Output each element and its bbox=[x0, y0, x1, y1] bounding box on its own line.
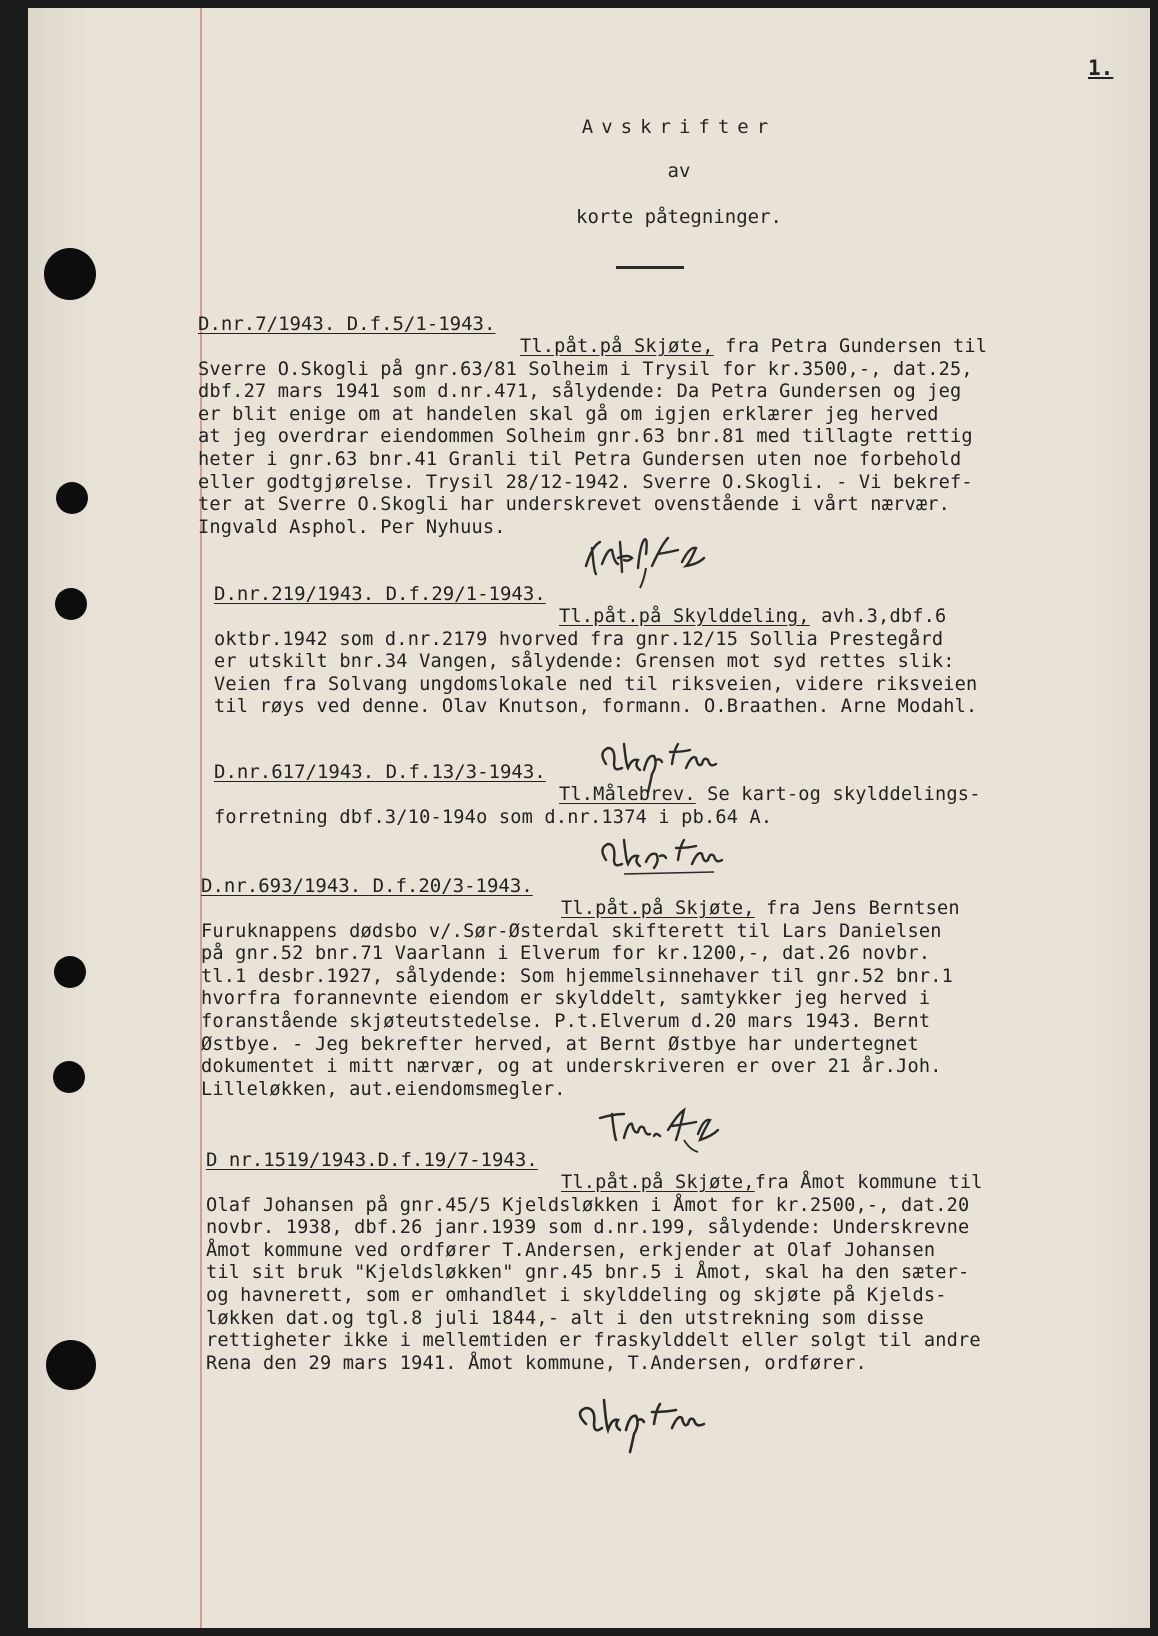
entry-line: Åmot kommune ved ordfører T.Andersen, erkjender at Olaf Johansen bbox=[206, 1239, 936, 1261]
entry-line: Rena den 29 mars 1941. Åmot kommune, T.Andersen, ordfører. bbox=[206, 1352, 867, 1374]
page-subtitle-2: korte påtegninger. bbox=[576, 206, 782, 228]
entry-line: til sit bruk "Kjeldsløkken" gnr.45 bnr.5 i Åmot, skal ha den sæter- bbox=[206, 1262, 970, 1284]
entry-lead: Tl.påt.på Skjøte, bbox=[561, 1172, 755, 1193]
entry-line: heter i gnr.63 bnr.41 Granli til Petra Gundersen uten noe forbehold bbox=[198, 448, 962, 470]
entry-5 bbox=[206, 1148, 983, 1375]
entry-header: D.nr.693/1943. D.f.20/3-1943. bbox=[201, 875, 533, 897]
punch-hole bbox=[44, 248, 96, 300]
entry-line: og havnerett, som er omhandlet i skylddeling og skjøte på Kjelds- bbox=[206, 1284, 947, 1306]
page-number: 1. bbox=[1088, 56, 1114, 80]
entry-4 bbox=[201, 874, 960, 1101]
entry-line: Tl.påt.på Skylddeling, avh.3,dbf.6 bbox=[559, 606, 947, 627]
entry-header: D.nr.219/1943. D.f.29/1-1943. bbox=[214, 583, 546, 605]
entry-line: på gnr.52 bnr.71 Vaarlann i Elverum for kr.1200,-, dat.26 novbr. bbox=[201, 943, 931, 965]
entry-line: oktbr.1942 som d.nr.2179 hvorved fra gnr.12/15 Sollia Prestegård bbox=[214, 628, 944, 650]
entry-line: er utskilt bnr.34 Vangen, sålydende: Grensen mot syd rettes slik: bbox=[214, 651, 955, 673]
handwritten-signature bbox=[578, 528, 718, 590]
punch-hole bbox=[55, 588, 87, 620]
entry-line: dbf.27 mars 1941 som d.nr.471, sålydende: Da Petra Gundersen og jeg bbox=[198, 381, 962, 403]
entry-header: D.nr.617/1943. D.f.13/3-1943. bbox=[214, 761, 546, 783]
entry-lead: Tl.Målebrev. bbox=[559, 784, 696, 805]
page-title: Avskrifter bbox=[581, 116, 777, 138]
entry-header: D.nr.7/1943. D.f.5/1-1943. bbox=[198, 313, 496, 335]
entry-3 bbox=[214, 760, 981, 829]
entry-line: løkken dat.og tgl.8 juli 1844,- alt i den utstrekning som disse bbox=[206, 1307, 924, 1329]
entry-line: Veien fra Solvang ungdomslokale ned til riksveien, videre riksveien bbox=[214, 673, 978, 695]
punch-hole bbox=[56, 482, 88, 514]
entry-line: Tl.påt.på Skjøte, fra Petra Gundersen til bbox=[520, 336, 988, 357]
margin-line bbox=[200, 8, 202, 1628]
entry-line: at jeg overdrar eiendommen Solheim gnr.63 bnr.81 med tillagte rettig bbox=[198, 426, 973, 448]
entry-line: Tl.påt.på Skjøte, fra Jens Berntsen bbox=[561, 898, 960, 919]
entry-line: ter at Sverre O.Skogli har underskrevet ovenstående i vårt nærvær. bbox=[198, 494, 951, 516]
entry-1 bbox=[198, 312, 987, 539]
punch-hole bbox=[46, 1340, 96, 1390]
entry-line: Furuknappens dødsbo v/.Sør-Østerdal skifterett til Lars Danielsen bbox=[201, 920, 942, 942]
entry-line: Sverre O.Skogli på gnr.63/81 Solheim i Trysil for kr.3500,-, dat.25, bbox=[198, 358, 973, 380]
entry-line: eller godtgjørelse. Trysil 28/12-1942. Sverre O.Skogli. - Vi bekref- bbox=[198, 471, 973, 493]
entry-line: Østbye. - Jeg bekrefter herved, at Bernt Østbye har undertegnet bbox=[201, 1033, 919, 1055]
page-subtitle: av bbox=[667, 160, 691, 182]
entry-line: hvorfra forannevnte eiendom er skylddelt, samtykker jeg herved i bbox=[201, 988, 931, 1010]
entry-header: D nr.1519/1943.D.f.19/7-1943. bbox=[206, 1149, 538, 1171]
document-page bbox=[28, 8, 1150, 1628]
entry-lead: Tl.påt.på Skjøte, bbox=[520, 336, 714, 357]
entry-line: tl.1 desbr.1927, sålydende: Som hjemmelsinnehaver til gnr.52 bnr.1 bbox=[201, 965, 954, 987]
punch-hole bbox=[53, 1061, 85, 1093]
entry-line: til røys ved denne. Olav Knutson, formann. O.Braathen. Arne Modahl. bbox=[214, 696, 978, 718]
entry-line: rettigheter ikke i mellemtiden er fraskylddelt eller solgt til andre bbox=[206, 1330, 981, 1352]
entry-line: Tl.påt.på Skjøte,fra Åmot kommune til bbox=[561, 1172, 983, 1193]
title-rule bbox=[616, 266, 684, 269]
handwritten-signature bbox=[568, 1390, 718, 1454]
entry-line: er blit enige om at handelen skal gå om igjen erklærer jeg herved bbox=[198, 403, 939, 425]
punch-hole bbox=[54, 956, 86, 988]
entry-line: foranstående skjøteutstedelse. P.t.Elverum d.20 mars 1943. Bernt bbox=[201, 1010, 931, 1032]
entry-line: Ingvald Asphol. Per Nyhuus. bbox=[198, 516, 506, 538]
entry-line: Lilleløkken, aut.eiendomsmegler. bbox=[201, 1078, 566, 1100]
entry-2 bbox=[214, 582, 977, 719]
entry-line: Olaf Johansen på gnr.45/5 Kjeldsløkken i Åmot for kr.2500,-, dat.20 bbox=[206, 1194, 970, 1216]
entry-line: Tl.Målebrev. Se kart-og skylddelings- bbox=[559, 784, 981, 805]
entry-lead: Tl.påt.på Skylddeling, bbox=[559, 606, 810, 627]
entry-line: dokumentet i mitt nærvær, og at underskriveren er over 21 år.Joh. bbox=[201, 1056, 942, 1078]
entry-line: forretning dbf.3/10-194o som d.nr.1374 i pb.64 A. bbox=[214, 806, 773, 828]
entry-lead: Tl.påt.på Skjøte, bbox=[561, 898, 755, 919]
entry-line: novbr. 1938, dbf.26 janr.1939 som d.nr.199, sålydende: Underskrevne bbox=[206, 1217, 970, 1239]
